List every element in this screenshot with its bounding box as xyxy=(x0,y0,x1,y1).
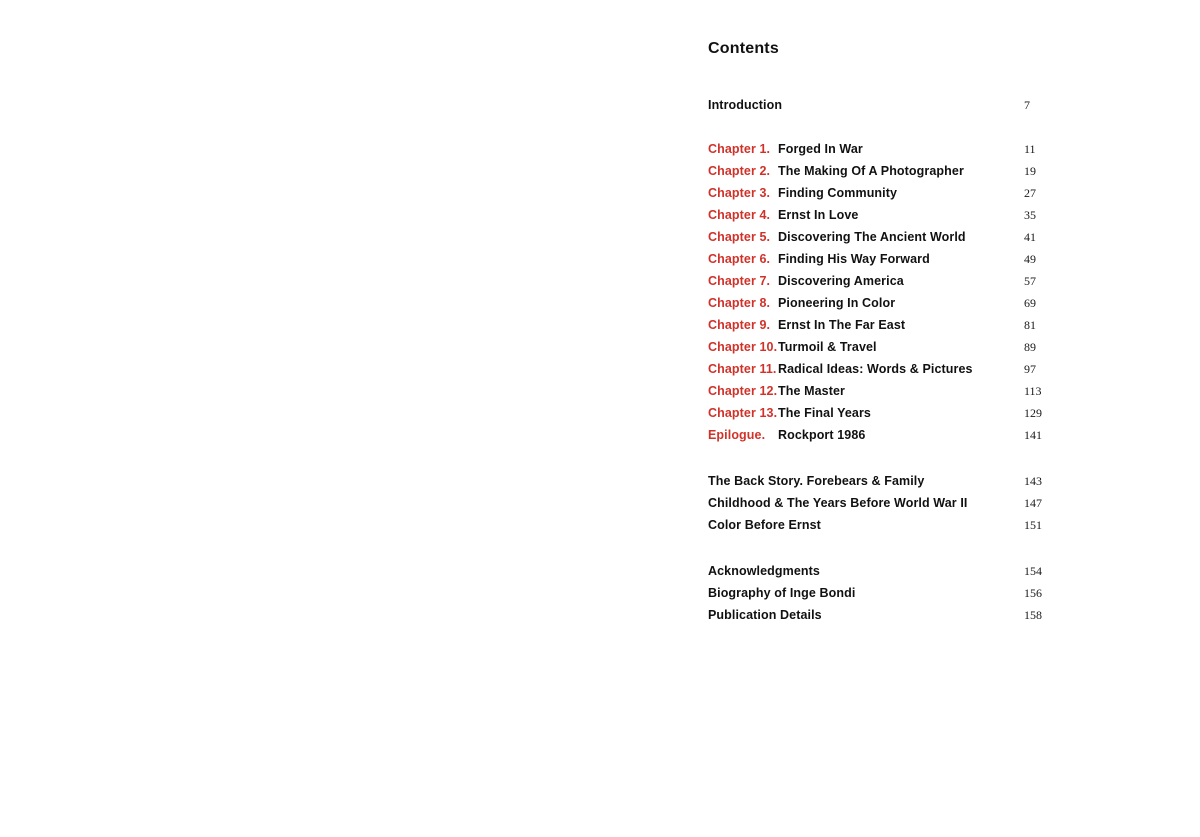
toc-entry-chapter-12[interactable] xyxy=(708,384,1108,406)
toc-entry-back-story[interactable] xyxy=(708,474,1108,496)
toc-entry-label: The Master xyxy=(778,384,845,398)
chapter-number: Chapter 3. xyxy=(708,186,771,200)
chapter-number: Chapter 2. xyxy=(708,164,771,178)
toc-entry-page: 129 xyxy=(1024,406,1042,420)
toc-entry-page: 27 xyxy=(1024,186,1036,200)
toc-entry-label: Biography of Inge Bondi xyxy=(708,586,856,600)
chapter-number: Chapter 12. xyxy=(708,384,778,398)
toc-entry-chapter-7[interactable] xyxy=(708,274,1108,296)
toc-entry-label: Turmoil & Travel xyxy=(778,340,877,354)
section-divider xyxy=(708,450,1108,474)
toc-entry-label: Rockport 1986 xyxy=(778,428,866,442)
toc-entry-label: Forged In War xyxy=(778,142,863,156)
chapter-number: Chapter 13. xyxy=(708,406,778,420)
toc-entry-acknowledgments[interactable] xyxy=(708,564,1108,586)
chapter-number: Chapter 7. xyxy=(708,274,771,288)
toc-entry-page: 154 xyxy=(1024,564,1042,578)
page-title: Contents xyxy=(708,40,779,57)
toc-entry-page: 69 xyxy=(1024,296,1036,310)
chapter-number: Epilogue. xyxy=(708,428,766,442)
back-matter-list xyxy=(708,474,1108,540)
toc-entry-label: Finding Community xyxy=(778,186,898,200)
toc-entry-page: 81 xyxy=(1024,318,1036,332)
toc-entry-chapter-1[interactable] xyxy=(708,142,1108,164)
toc-entry-page: 141 xyxy=(1024,428,1042,442)
chapter-list xyxy=(708,142,1108,450)
section-divider xyxy=(708,540,1108,564)
chapter-number: Chapter 4. xyxy=(708,208,771,222)
toc-entry-label: Publication Details xyxy=(708,608,822,622)
toc-entry-page: 89 xyxy=(1024,340,1036,354)
toc-entry-chapter-6[interactable] xyxy=(708,252,1108,274)
table-of-contents xyxy=(708,40,1108,630)
toc-entry-label: Introduction xyxy=(708,98,783,112)
chapter-number: Chapter 5. xyxy=(708,230,771,244)
toc-entry-label: Finding His Way Forward xyxy=(778,252,930,266)
toc-entry-page: 97 xyxy=(1024,362,1036,376)
toc-entry-page: 49 xyxy=(1024,252,1036,266)
toc-entry-label: Pioneering In Color xyxy=(778,296,896,310)
toc-entry-chapter-5[interactable] xyxy=(708,230,1108,252)
chapter-number: Chapter 10. xyxy=(708,340,778,354)
chapter-number: Chapter 6. xyxy=(708,252,771,266)
chapter-number: Chapter 8. xyxy=(708,296,771,310)
end-matter-list xyxy=(708,564,1108,630)
toc-entry-label: The Final Years xyxy=(778,406,871,420)
chapter-number: Chapter 9. xyxy=(708,318,771,332)
chapter-number: Chapter 11. xyxy=(708,362,777,376)
toc-entry-page: 147 xyxy=(1024,496,1042,510)
toc-entry-chapter-8[interactable] xyxy=(708,296,1108,318)
toc-entry-chapter-13[interactable] xyxy=(708,406,1108,428)
toc-entry-label: Color Before Ernst xyxy=(708,518,821,532)
chapter-number: Chapter 1. xyxy=(708,142,771,156)
toc-entry-label: Radical Ideas: Words & Pictures xyxy=(778,362,973,376)
toc-entry-publication-details[interactable] xyxy=(708,608,1108,630)
toc-entry-page: 158 xyxy=(1024,608,1042,622)
toc-entry-label: Childhood & The Years Before World War II xyxy=(708,496,968,510)
toc-entry-epilogue[interactable] xyxy=(708,428,1108,450)
toc-entry-chapter-11[interactable] xyxy=(708,362,1108,384)
toc-entry-chapter-2[interactable] xyxy=(708,164,1108,186)
toc-entry-chapter-3[interactable] xyxy=(708,186,1108,208)
toc-entry-page: 143 xyxy=(1024,474,1042,488)
toc-entry-label: Discovering The Ancient World xyxy=(778,230,966,244)
toc-entry-label: The Back Story. Forebears & Family xyxy=(708,474,925,488)
toc-entry-page: 11 xyxy=(1024,142,1036,156)
toc-entry-page: 156 xyxy=(1024,586,1042,600)
toc-entry-introduction[interactable] xyxy=(708,98,1108,120)
toc-entry-chapter-9[interactable] xyxy=(708,318,1108,340)
toc-entry-page: 19 xyxy=(1024,164,1036,178)
toc-entry-page: 57 xyxy=(1024,274,1036,288)
toc-entry-biography[interactable] xyxy=(708,586,1108,608)
toc-entry-page: 7 xyxy=(1024,98,1030,112)
toc-entry-label: Ernst In The Far East xyxy=(778,318,906,332)
toc-entry-page: 151 xyxy=(1024,518,1042,532)
toc-entry-page: 113 xyxy=(1024,384,1042,398)
toc-entry-page: 41 xyxy=(1024,230,1036,244)
toc-entry-label: The Making Of A Photographer xyxy=(778,164,964,178)
toc-entry-color-before-ernst[interactable] xyxy=(708,518,1108,540)
toc-entry-childhood[interactable] xyxy=(708,496,1108,518)
toc-entry-label: Ernst In Love xyxy=(778,208,859,222)
toc-entry-label: Discovering America xyxy=(778,274,904,288)
toc-entry-chapter-4[interactable] xyxy=(708,208,1108,230)
toc-entry-label: Acknowledgments xyxy=(708,564,820,578)
toc-entry-page: 35 xyxy=(1024,208,1036,222)
toc-entry-chapter-10[interactable] xyxy=(708,340,1108,362)
